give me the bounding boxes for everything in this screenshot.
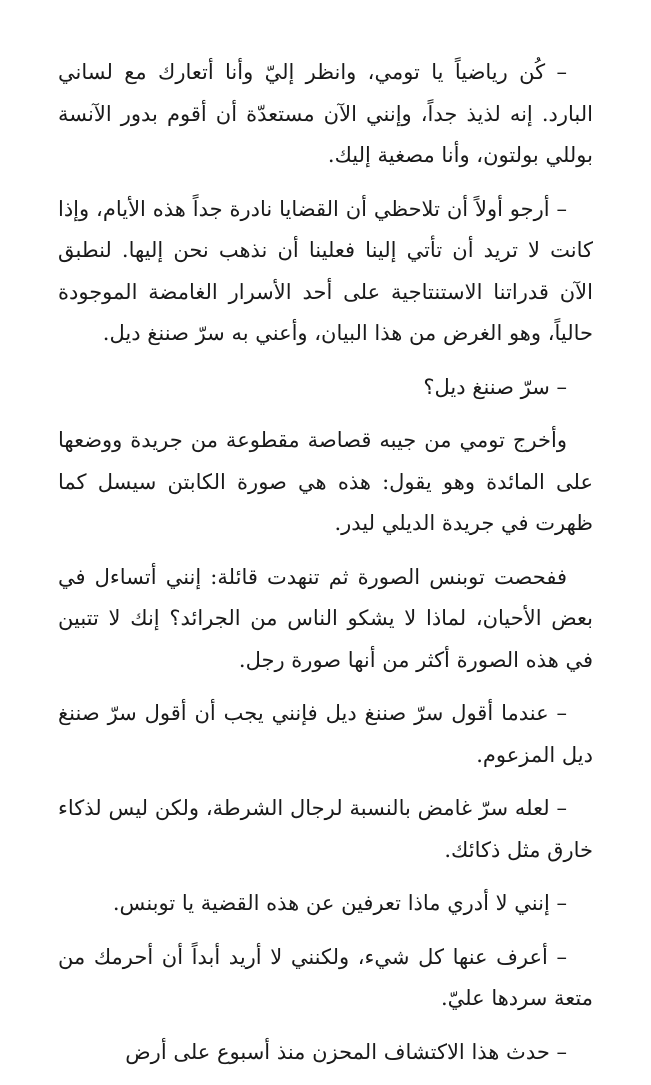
paragraph-1: – كُن رياضياً يا تومي، وانظر إليّ وأنا أتعارك مع لساني البارد. إنه لذيذ جداً، وإنني الآن مستعدّة أن أقوم بدور الآنسة بوللي بولتون، وأنا مصغية إليك. [58,60,593,167]
paragraph-7: – لعله سرّ غامض بالنسبة لرجال الشرطة، ولكن ليس لذكاء خارق مثل ذكائك. [58,796,593,862]
paragraph-8: – إنني لا أدري ماذا تعرفين عن هذه القضية يا توبنس. [112,891,567,915]
paragraph-3: – سرّ صننغ ديل؟ [423,374,567,399]
paragraph-4: وأخرج تومي من جيبه قصاصة مقطوعة من جريدة ووضعها على المائدة وهو يقول: هذه هي صورة الكابتن سيسل كما ظهرت في جريدة الديلي ليدر. [58,428,593,535]
paragraph-9: – أعرف عنها كل شيء، ولكنني لا أريد أبداً أن أحرمك من متعة سردها عليّ. [58,944,593,1010]
paragraph-5: ففحصت توبنس الصورة ثم تنهدت قائلة: إنني أتساءل في بعض الأحيان، لماذا لا يشكو الناس من الجرائد؟ إنك لا تتبين في هذه الصورة أكثر من أنها صورة رجل. [58,564,593,672]
paragraph-2: – أرجو أولاً أن تلاحظي أن القضايا نادرة جداً هذه الأيام، وإذا كانت لا تريد أن تأتي إلينا فعلينا أن نذهب نحن إليها. لنطبق الآن قدراتنا الاستنتاجية على أحد الأسرار الغامضة الموجودة حالياً، وهو الغرض من هذا البيان، وأعني به سرّ صننغ ديل. [58,196,593,345]
paragraph-10: – حدث هذا الاكتشاف المحزن منذ أسبوع على أرض [125,1039,567,1064]
paragraph-6: – عندما أقول سرّ صننغ ديل فإنني يجب أن أقول سرّ صننغ ديل المزعوم. [58,701,593,767]
book-page [58,52,593,1085]
